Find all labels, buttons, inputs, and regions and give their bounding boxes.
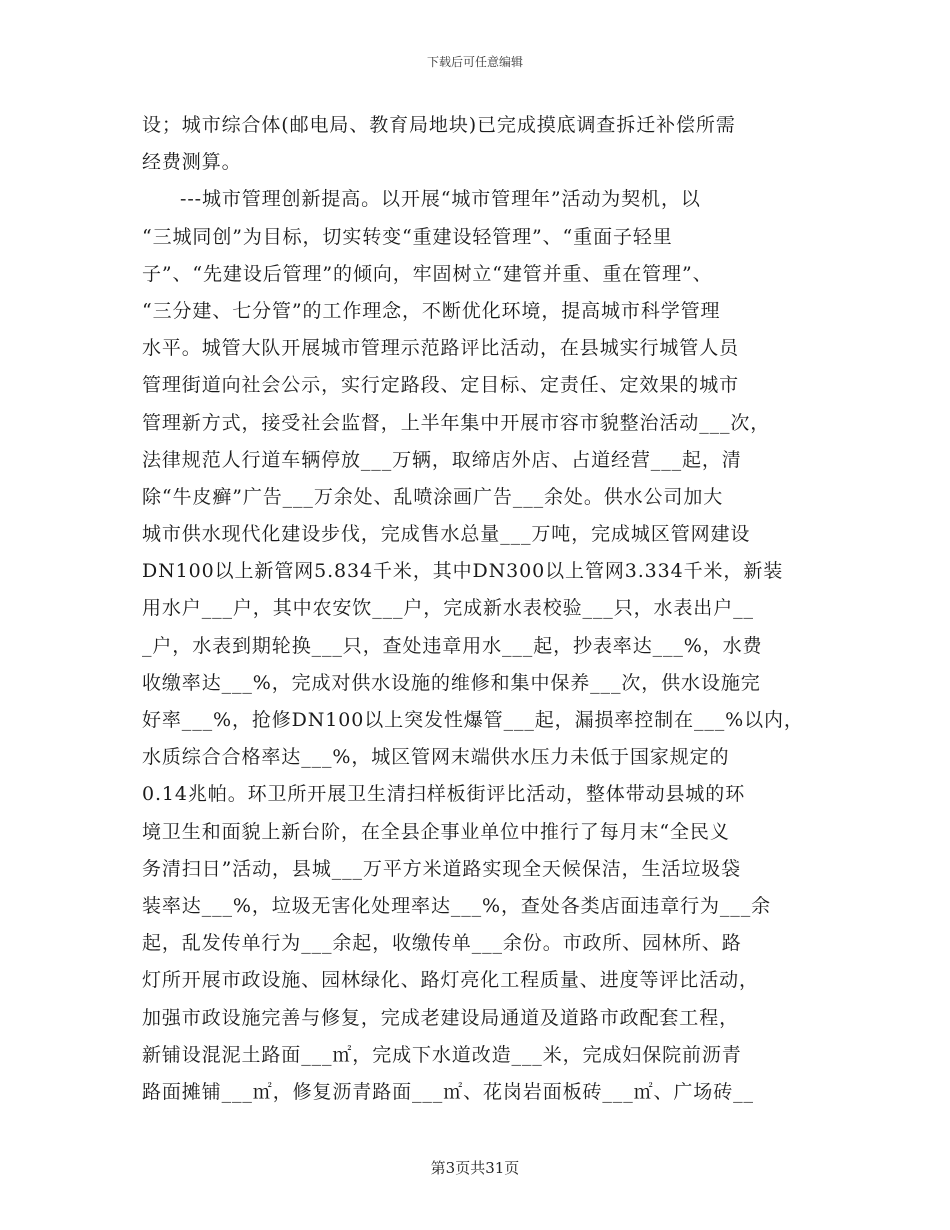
paragraph-line: 法律规范人行道车辆停放___万辆，取缔店外店、占道经营___起，清	[142, 448, 742, 471]
paragraph-line: 城市供水现代化建设步伐，完成售水总量___万吨，完成城区管网建设	[142, 523, 751, 546]
paragraph-line: DN100以上新管网5.834千米，其中DN300以上管网3.334千米，新装	[142, 560, 784, 583]
paragraph-line: 装率达___%，垃圾无害化处理率达___%，查处各类店面违章行为___余	[142, 894, 772, 917]
paragraph-line: 子”、“先建设后管理”的倾向，牢固树立“建管并重、重在管理”、	[142, 262, 713, 285]
paragraph-line: 灯所开展市政设施、园林绿化、路灯亮化工程质量、进度等评比活动，	[142, 969, 759, 992]
page-header: 下载后可任意编辑	[426, 55, 523, 69]
page-footer: 第3页共31页	[430, 1159, 520, 1177]
body-text	[142, 107, 822, 1111]
paragraph-line: _户，水表到期轮换___只，查处违章用水___起，抄表率达___%，水费	[142, 634, 763, 657]
paragraph-line: 除“牛皮癣”广告___万余处、乱喷涂画广告___余处。供水公司加大	[142, 485, 724, 508]
paragraph-line: 设；城市综合体(邮电局、教育局地块)已完成摸底调查拆迁补偿所需	[142, 114, 736, 136]
paragraph-line: 水质综合合格率达___%，城区管网末端供水压力未低于国家规定的	[142, 746, 730, 769]
paragraph-line: 务清扫日”活动，县城___万平方米道路实现全天候保洁，生活垃圾袋	[142, 857, 742, 880]
paragraph-line: 0.14兆帕。环卫所开展卫生清扫样板街评比活动，整体带动县城的环	[142, 783, 746, 806]
paragraph-line: “三城同创”为目标，切实转变“重建设轻管理”、“重面子轻里	[142, 225, 673, 248]
paragraph-line: 起，乱发传单行为___余起，收缴传单___余份。市政所、园林所、路	[142, 932, 742, 955]
paragraph-line: 路面摊铺___㎡，修复沥青路面___㎡、花岗岩面板砖___㎡、广场砖__	[142, 1080, 754, 1103]
paragraph-line: 新铺设混泥土路面___㎡，完成下水道改造___米，完成妇保院前沥青	[142, 1043, 742, 1066]
paragraph-line: 用水户___户，其中农安饮___户，完成新水表校验___只，水表出户__	[142, 597, 754, 620]
paragraph-line: 管理街道向社会公示，实行定路段、定目标、定责任、定效果的城市	[142, 374, 740, 397]
paragraph-line: 加强市政设施完善与修复，完成老建设局通道及道路市政配套工程，	[142, 1006, 740, 1029]
paragraph-line: 水平。城管大队开展城市管理示范路评比活动，在县城实行城管人员	[142, 337, 740, 360]
paragraph-line: 境卫生和面貌上新台阶，在全县企事业单位中推行了每月末“全民义	[142, 820, 730, 843]
paragraph-line: 经费测算。	[142, 151, 242, 174]
paragraph-line: ---城市管理创新提高。以开展“城市管理年”活动为契机，以	[180, 188, 701, 211]
paragraph-line: 好率___%，抢修DN100以上突发性爆管___起，漏损率控制在___%以内，	[142, 709, 804, 731]
paragraph-line: “三分建、七分管”的工作理念，不断优化环境，提高城市科学管理	[142, 299, 721, 322]
paragraph-line: 收缴率达___%，完成对供水设施的维修和集中保养___次，供水设施完	[142, 671, 761, 694]
paragraph-line: 管理新方式，接受社会监督，上半年集中开展市容市貌整治活动___次，	[142, 411, 771, 434]
